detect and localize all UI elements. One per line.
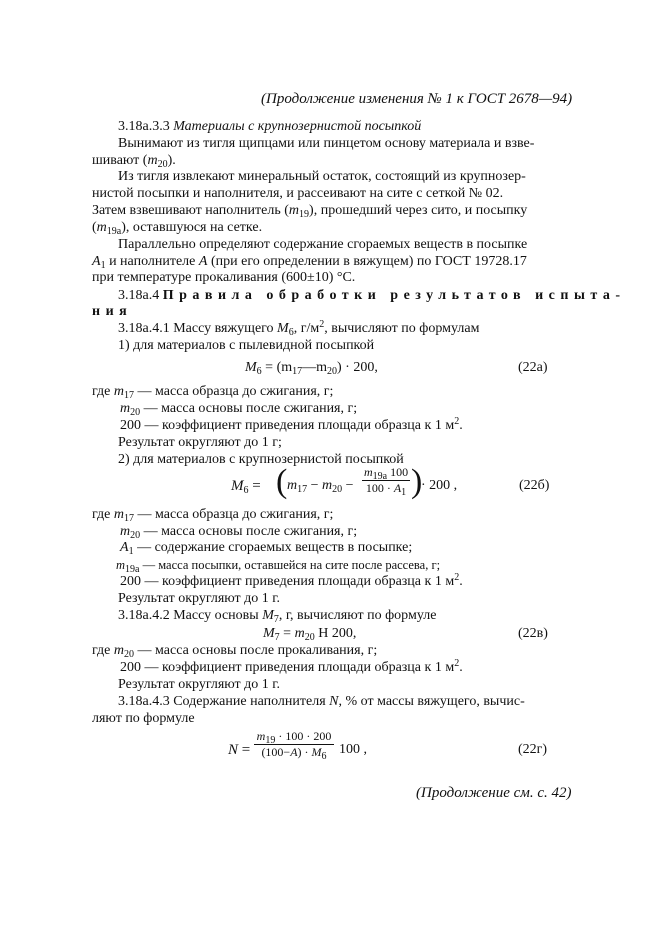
paragraph-line: Вынимают из тигля щипцами или пинцетом основу материала и взве- bbox=[118, 136, 535, 151]
formula-number: (22a) bbox=[518, 360, 548, 375]
formula-22a: $M_6$ = $(m_{17}—m_{20}) \cdot 200$, bbox=[245, 360, 378, 377]
where-line: $m_{20}$ — масса основы после сжигания, г; bbox=[120, 524, 358, 541]
paragraph-line: Результат округляют до 1 г. bbox=[118, 591, 280, 606]
section-number: 3.18a.3.3 bbox=[118, 119, 170, 134]
where-line: 200 — коэффициент приведения площади образца к 1 $м^2$. bbox=[120, 658, 463, 675]
formula-number: (22в) bbox=[518, 626, 548, 641]
paragraph-line: 3.18a.4.2 Массу основы $M_7$, г, вычисляют по формуле bbox=[118, 608, 437, 625]
section-title: Материалы с крупнозернистой посыпкой bbox=[173, 119, 422, 134]
paragraph-line: 1) для материалов с пылевидной посыпкой bbox=[118, 338, 375, 353]
where-line: $m_{20}$ — масса основы после сжигания, г; bbox=[120, 401, 358, 418]
paragraph-line: Из тигля извлекают минеральный остаток, состоящий из крупнозер- bbox=[118, 169, 526, 184]
section-heading bbox=[118, 119, 421, 135]
where-line: $A_1$ — содержание сгораемых веществ в посыпке; bbox=[120, 540, 413, 557]
formula-number: (22г) bbox=[518, 742, 548, 757]
page-header: (Продолжение изменения № 1 к ГОСТ 2678—94) bbox=[261, 91, 573, 107]
paragraph-line: 2) для материалов с крупнозернистой посыпкой bbox=[118, 452, 404, 467]
paragraph-line: $(m_{19a})$, оставшуюся на сетке. bbox=[92, 220, 263, 237]
where-line: $m_{19a}$ — масса посыпки, оставшейся на сите после рассева, г; bbox=[116, 558, 441, 575]
paragraph-line: 3.18a.4.3 Содержание наполнителя N, % от массы вяжущего, вычис- bbox=[118, 694, 525, 709]
paragraph-line: Параллельно определяют содержание сгораемых веществ в посыпке bbox=[118, 237, 528, 252]
page-footer: (Продолжение см. с. 42) bbox=[416, 785, 572, 801]
rules-heading: 3.18a.4 Правила обработки результатов испыта- bbox=[118, 288, 626, 303]
where-line: где $m_{20}$ — масса основы после прокаливания, г; bbox=[92, 643, 378, 660]
formula-number: (22б) bbox=[519, 478, 550, 493]
where-line: 200 — коэффициент приведения площади образца к 1 $м^2$. bbox=[120, 416, 463, 433]
paragraph-line: $A_1$ и наполнителе A (при его определении в вяжущем) по ГОСТ 19728.17 bbox=[92, 254, 527, 271]
paragraph-line: нистой посыпки и наполнителя, и рассеивают на сите с сеткой № 02. bbox=[92, 186, 504, 201]
paragraph-line: 3.18a.4.1 Массу вяжущего $M_6$, $г/м^2$, вычисляют по формулам bbox=[118, 319, 480, 338]
paragraph-line: Результат округляют до 1 г; bbox=[118, 435, 282, 450]
rules-heading-cont: ния bbox=[92, 304, 133, 319]
paragraph-line: при температуре прокаливания (600±10) °С. bbox=[92, 270, 356, 285]
paragraph-line: шивают $(m_{20})$. bbox=[92, 153, 176, 170]
paragraph-line: Результат округляют до 1 г. bbox=[118, 677, 280, 692]
paragraph-line: ляют по формуле bbox=[92, 711, 195, 726]
where-line: где $m_{17}$ — масса образца до сжигания, г; bbox=[92, 507, 334, 524]
where-line: где $m_{17}$ — масса образца до сжигания, г; bbox=[92, 384, 334, 401]
where-line: 200 — коэффициент приведения площади образца к 1 $м^2$. bbox=[120, 572, 463, 589]
formula-22v: $M_7 = m_{20}$ Н 200, bbox=[263, 626, 357, 643]
paragraph-line: Затем взвешивают наполнитель $(m_{19})$, прошедший через сито, и посыпку bbox=[92, 203, 528, 220]
